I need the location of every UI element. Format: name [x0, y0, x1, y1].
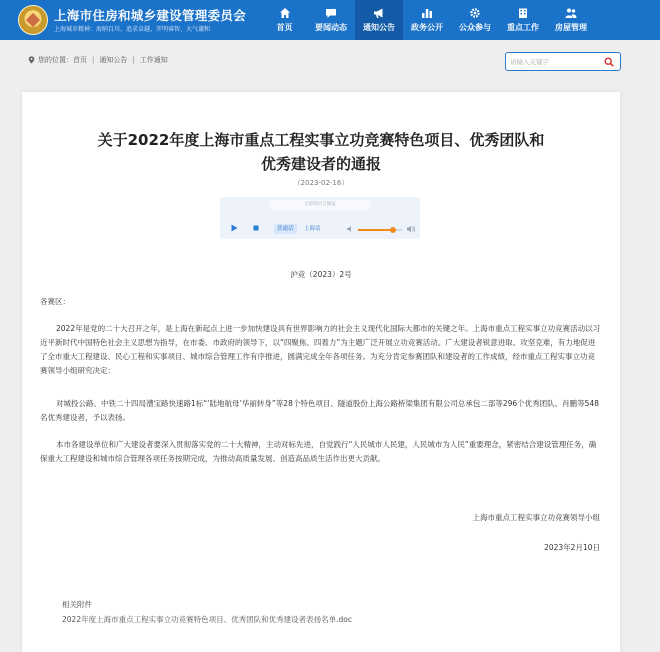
- site-title[interactable]: 上海市住房和城乡建设管理委员会: [54, 8, 247, 23]
- nav-housing[interactable]: [547, 0, 595, 40]
- breadcrumb-home[interactable]: 首页: [73, 56, 87, 64]
- volume-slider-fill: [358, 229, 393, 231]
- breadcrumb-work-notices[interactable]: 工作通知: [139, 56, 168, 64]
- attachment-heading: 相关附件: [62, 600, 92, 609]
- nav-label: 重点工作: [507, 23, 539, 32]
- attachment-link[interactable]: 2022年度上海市重点工程实事立功竞赛特色项目、优秀团队和优秀建设者表扬名单.doc: [62, 615, 352, 624]
- signature: 上海市重点工程实事立功竞赛领导小组: [472, 513, 600, 522]
- nav-news[interactable]: [307, 0, 355, 40]
- search-icon[interactable]: [604, 57, 614, 67]
- article-card: [22, 92, 620, 652]
- breadcrumb-separator: |: [132, 56, 135, 64]
- emblem-logo[interactable]: [18, 5, 48, 35]
- chat-icon: [325, 7, 337, 19]
- volume-slider-handle[interactable]: [390, 227, 396, 233]
- gear-icon: [469, 7, 481, 19]
- signature-date: 2023年2月10日: [544, 543, 600, 552]
- nav-label: 通知公告: [363, 23, 395, 32]
- nav-notices[interactable]: [355, 0, 403, 40]
- search-box: [505, 52, 621, 71]
- lang-mandarin-button[interactable]: 普通话: [274, 224, 297, 234]
- audio-player: [220, 197, 420, 239]
- bar-chart-icon: [421, 7, 433, 19]
- location-pin-icon: [28, 56, 35, 64]
- nav-label: 要闻动态: [315, 23, 347, 32]
- salutation: 各赛区：: [40, 297, 70, 306]
- nav-home[interactable]: [262, 0, 307, 40]
- search-input[interactable]: [510, 55, 600, 68]
- volume-low-icon[interactable]: [346, 225, 354, 233]
- site-subtitle: 上海城市精神：海纳百川、追求卓越、开明睿智、大气谦和: [54, 26, 211, 33]
- megaphone-icon: [373, 7, 385, 19]
- play-icon[interactable]: [228, 222, 240, 234]
- breadcrumb-notices[interactable]: 通知公告: [99, 56, 128, 64]
- volume-high-icon[interactable]: [406, 224, 416, 234]
- breadcrumb-prefix: 您的位置：: [38, 56, 73, 64]
- stop-icon[interactable]: [250, 222, 262, 234]
- article-date: （2023-02-16）: [293, 179, 349, 187]
- nav-label: 政务公开: [411, 23, 443, 32]
- home-icon: [279, 7, 291, 19]
- paragraph: 本市各建设单位和广大建设者要深入贯彻落实党的二十大精神，主动对标先进，自觉践行“人民城市人民建，人民城市为人民”重要理念，紧密结合建设管理任务，确保重大工程建设和城市综合管理各项任务按期完成，为推动高质量发展、创造高品质生活作出更大贡献。: [40, 440, 597, 463]
- nav-key-work[interactable]: [499, 0, 547, 40]
- building-icon: [517, 7, 529, 19]
- player-status: 无障碍语音播报: [270, 200, 370, 210]
- breadcrumb: [28, 55, 168, 65]
- people-icon: [565, 7, 577, 19]
- breadcrumb-separator: |: [92, 56, 95, 64]
- article-title: 关于2022年度上海市重点工程实事立功竞赛特色项目、优秀团队和优秀建设者的通报: [97, 131, 545, 173]
- nav-label: 公众参与: [459, 23, 491, 32]
- volume-slider[interactable]: [358, 229, 402, 231]
- paragraph: 对城投公路、中铁二十四局漕宝路快速路1标“‘陆地航母’华丽转身”等28个特色项目、隧道股份上海公路桥梁集团有限公司总承包二部等296个优秀团队、肖鹏等548名优秀建设者，予以表扬。: [40, 399, 599, 422]
- nav-label: 房屋管理: [555, 23, 587, 32]
- main-nav: [262, 0, 595, 40]
- lang-shanghainese-button[interactable]: 上海话: [304, 226, 321, 232]
- nav-participation[interactable]: [451, 0, 499, 40]
- paragraph: 2022年是党的二十大召开之年，是上海在新起点上进一步加快建设具有世界影响力的社会主义现代化国际大都市的关键之年。上海市重点工程实事立功竞赛活动以习近平新时代中国特色社会主义思想为指导，在市委、市政府的领导下，以“四聚焦、四着力”为主题广泛开展立功竞赛活动。广大建设者锐意进取、攻坚克难，有力地促进了全市重大工程建设、民心工程和实事项目、城市综合管理工作有序推进，圆满完成全年各项任务。为充分肯定参赛团队和建设者的工作成绩，经市重点工程实事立功竞赛领导小组研究决定：: [40, 324, 601, 375]
- document-number: 沪竞（2023）2号: [290, 270, 352, 279]
- nav-label: 首页: [276, 23, 293, 32]
- top-header: [0, 0, 660, 40]
- nav-gov-affairs[interactable]: [403, 0, 451, 40]
